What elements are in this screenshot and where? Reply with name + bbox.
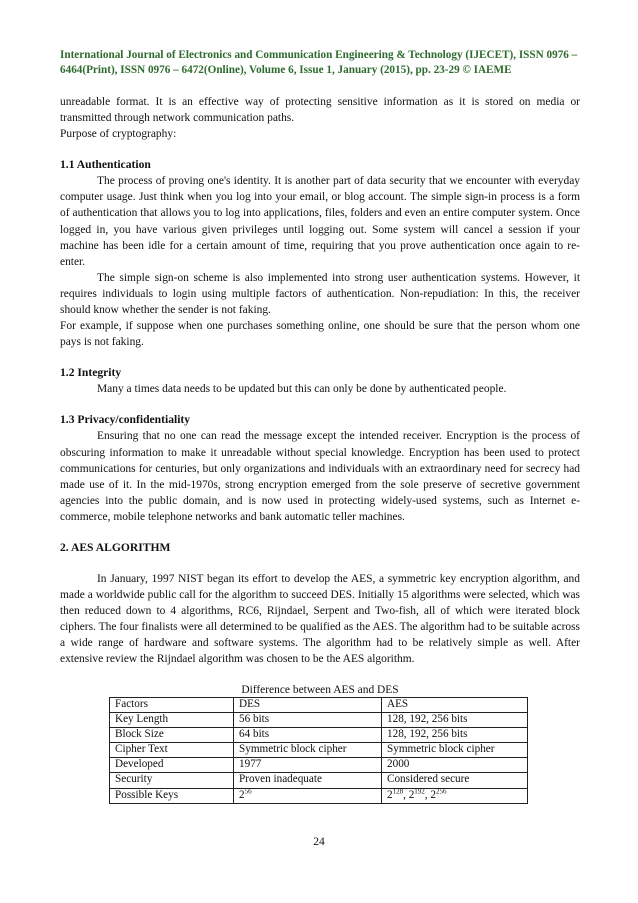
auth-heading: 1.1 Authentication bbox=[60, 158, 151, 172]
header-line-1: International Journal of Electronics and Communication Engineering & Technology (IJECET), ISSN 0976 – bbox=[60, 49, 578, 61]
table-header-cell: DES bbox=[234, 697, 382, 712]
table-header-cell: AES bbox=[382, 697, 528, 712]
table-cell: Possible Keys bbox=[110, 788, 234, 803]
header-line-2: 6464(Print), ISSN 0976 – 6472(Online), Volume 6, Issue 1, January (2015), pp. 23-29 © IAEME bbox=[60, 63, 512, 76]
table-cell: 1977 bbox=[234, 758, 382, 773]
purpose-line: Purpose of cryptography: bbox=[60, 128, 177, 141]
table-cell: Security bbox=[110, 773, 234, 788]
table-cell: 128, 192, 256 bits bbox=[382, 712, 528, 727]
table-caption: Difference between AES and DES bbox=[241, 683, 399, 696]
auth-paragraph-1: The process of proving one's identity. It is another part of data security that we encounter with everyday computer usage. Just think when you log into your email, or blog account. The simple sign-in process is a form of authentication that allows you to log into applications, files, folders and even an entire computer system. Once logged in, you have various given privileges until logging out. Some system will cancel a session if your machine has been idle for a certain amount of time, requiring that you prove authentication once again to re-enter. bbox=[60, 175, 580, 268]
table-cell: Cipher Text bbox=[110, 743, 234, 758]
table-cell: 2000 bbox=[382, 758, 528, 773]
table-row bbox=[110, 712, 528, 727]
table-row bbox=[110, 743, 528, 758]
des-exponent: 56 bbox=[244, 786, 252, 795]
table-cell: Key Length bbox=[110, 712, 234, 727]
auth-paragraph-2: The simple sign-on scheme is also implemented into strong user authentication systems. However, it requires individuals to login using multiple factors of authentication. Non-repudiation: In this, the receiver should know whether the sender is not faking. bbox=[60, 271, 580, 317]
integrity-paragraph: Many a times data needs to be updated but this can only be done by authenticated people. bbox=[97, 383, 507, 396]
table-header-cell: Factors bbox=[110, 697, 234, 712]
aes-des-table bbox=[109, 697, 528, 804]
des-base: 2 bbox=[239, 788, 245, 801]
aes-exponent-192: 192 bbox=[414, 786, 425, 795]
integrity-heading: 1.2 Integrity bbox=[60, 366, 122, 380]
aes-exponent-128: 128 bbox=[392, 786, 404, 795]
privacy-paragraph: Ensuring that no one can read the message except the intended receiver. Encryption is the process of obscuring information to make it unreadable without special knowledge. Encryption has been used to protect communications for centuries, but only organizations and individuals with an extraordinary need for secrecy had made use of it. In the mid-1970s, strong encryption emerged from the sole preserve of secretive government agencies into the public domain, and is now used in protecting widely-used systems, such as Internet e-commerce, mobile telephone networks and bank automatic teller machines. bbox=[60, 430, 580, 523]
table-row bbox=[110, 727, 528, 742]
table-cell: 128, 192, 256 bits bbox=[382, 727, 528, 742]
page-number: 24 bbox=[313, 836, 325, 848]
table-cell: 64 bits bbox=[234, 727, 382, 742]
auth-paragraph-3: For example, if suppose when one purchases something online, one should be sure that the person whom one pays is not faking. bbox=[60, 320, 580, 349]
aes-paragraph: In January, 1997 NIST began its effort to develop the AES, a symmetric key encryption algorithm, and made a worldwide public call for the algorithm to succeed DES. Initially 15 algorithms were selected, which was then reduced down to 4 algorithms, RC6, Rijndael, Serpent and Two-fish, all of which were iterated block ciphers. The four finalists were all determined to be qualified as the AES. The algorithm had to be suitable across a wide range of hardware and software systems. The algorithm had to be relatively simple as well. After extensive review the Rijndael algorithm was chosen to be the AES algorithm. bbox=[60, 572, 580, 666]
aes-sep-1: , 2 bbox=[403, 788, 415, 801]
aes-base: 2 bbox=[387, 788, 393, 801]
table-cell: 56 bits bbox=[234, 712, 382, 727]
table-row-possible-keys bbox=[110, 788, 528, 803]
table-cell: Symmetric block cipher bbox=[382, 743, 528, 758]
table-cell: Considered secure bbox=[382, 773, 528, 788]
journal-header bbox=[60, 48, 580, 77]
des-keys-cell bbox=[234, 788, 382, 803]
table-cell: Developed bbox=[110, 758, 234, 773]
aes-keys-cell bbox=[382, 788, 528, 803]
intro-paragraph: unreadable format. It is an effective way of protecting sensitive information as it is stored on media or transmitted through network communication paths. bbox=[60, 96, 580, 125]
table-cell: Block Size bbox=[110, 727, 234, 742]
table-header-row bbox=[110, 697, 528, 712]
table-cell: Proven inadequate bbox=[234, 773, 382, 788]
aes-exponent-256: 256 bbox=[435, 786, 447, 795]
body-text bbox=[60, 94, 580, 804]
table-row bbox=[110, 773, 528, 788]
table-row bbox=[110, 758, 528, 773]
aes-heading: 2. AES ALGORITHM bbox=[60, 540, 171, 554]
privacy-heading: 1.3 Privacy/confidentiality bbox=[60, 413, 191, 427]
table-cell: Symmetric block cipher bbox=[234, 743, 382, 758]
aes-sep-2: , 2 bbox=[424, 788, 436, 801]
